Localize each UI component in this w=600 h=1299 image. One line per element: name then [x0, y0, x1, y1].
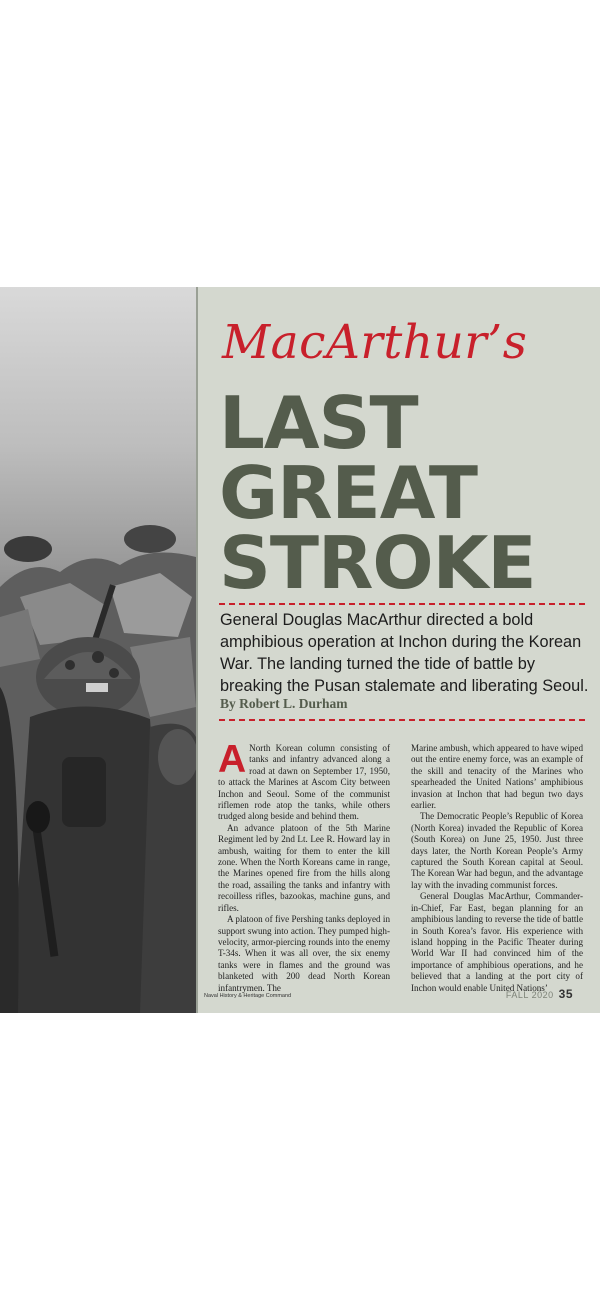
- issue-label: FALL 2020: [505, 990, 554, 1000]
- folio: [506, 987, 573, 1001]
- body-paragraph: An advance platoon of the 5th Marine Regiment led by 2nd Lt. Lee R. Howard lay in ambush, waiting for them to enter the kill zone. When the North Koreans came in range, the Marines opened fire from the hills along the road, assailing the tanks and infantry with recoilless rifles, bazookas, machine guns, and rifles.: [218, 822, 390, 913]
- drop-cap: A: [218, 738, 247, 781]
- body-paragraph: Marine ambush, which appeared to have wiped out the entire enemy force, was an example of the skill and tenacity of the Marines who spearheaded the United Nations’ amphibious invasion at Inchon that had begun two days earlier.: [411, 743, 583, 811]
- article-deck: General Douglas MacArthur directed a bold amphibious operation at Inchon during the Korean War. The landing turned the tide of battle by breaking the Pusan stalemate and liberating Seoul.: [220, 611, 589, 695]
- byline: By Robert L. Durham: [220, 696, 348, 711]
- magazine-page: [0, 287, 600, 1013]
- headline-line-2: GREAT: [219, 451, 477, 535]
- body-paragraph: A North Korean column consisting of tanks and infantry advanced along a road at dawn on September 17, 1950, to attack the Marines at Ascom City between Inchon and Seoul. Some of the communist riflemen rode atop the tanks, while others trudged along beside and behind them.: [218, 738, 390, 822]
- photo-credit: Naval History & Heritage Command: [204, 993, 292, 999]
- marines-landing-photo: [0, 287, 196, 1013]
- body-paragraph: The Democratic People’s Republic of Korea (North Korea) invaded the Republic of Korea (South Korea) on June 25, 1950. Just three days later, the North Korean People’s Army captured the South Korean capital at Seoul. The Korean War had begun, and the advantage lay with the invading communist forces.: [411, 811, 583, 890]
- headline-line-3: STROKE: [219, 521, 536, 605]
- dashed-rule-top: [219, 603, 585, 605]
- headline-kicker: MacArthur’s: [222, 315, 528, 370]
- body-paragraph: A platoon of five Pershing tanks deployed in support swung into action. They pumped high-velocity, armor-piercing rounds into the enemy T-34s. When it was all over, the six enemy tanks were in flames and the ground was blanketed with 200 dead North Korean infantrymen. The: [218, 914, 390, 993]
- body-column-2: [411, 743, 583, 994]
- page-number: 35: [558, 987, 573, 1001]
- dashed-rule-bottom: [219, 719, 585, 721]
- body-column-1: [218, 738, 390, 994]
- photo-divider: [196, 287, 198, 1013]
- body-paragraph: General Douglas MacArthur, Commander-in-Chief, Far East, began planning for an amphibious landing to reverse the tide of battle in South Korea’s favor. His experience with island hopping in the Pacific Theater during World War II had convinced him of the importance of amphibious operations, and he believed that a landing at the port city of Inchon would enable United Nations’: [411, 891, 583, 993]
- photo-illustration: [0, 287, 196, 1013]
- headline-line-1: LAST: [219, 381, 418, 465]
